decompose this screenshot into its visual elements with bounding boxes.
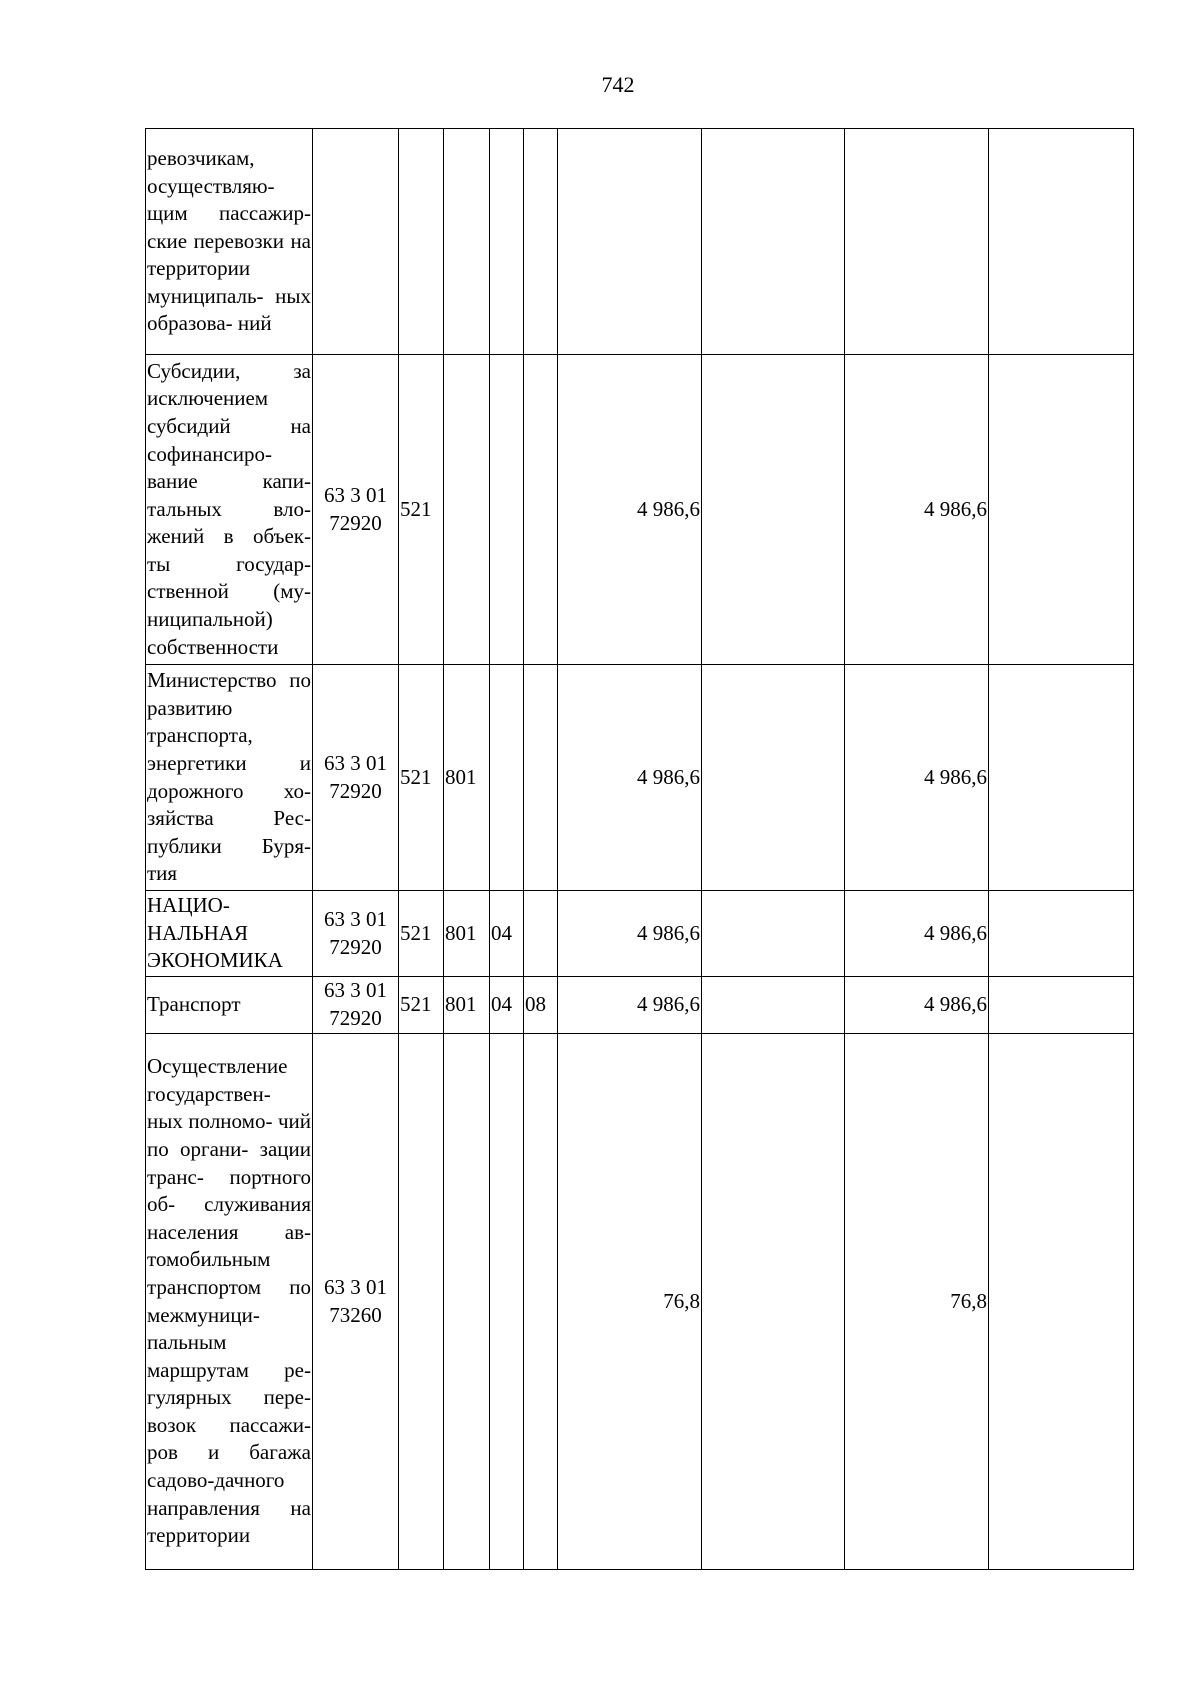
row-name: Министерство по развитию транспорта, энергетики и дорожного хо- зяйства Рес- публики Буря- тия <box>146 665 313 891</box>
rz-code: 801 <box>444 665 490 891</box>
row-name: ревозчикам, осуществляю- щим пассажир- ские перевозки на территории муниципаль- ных образова- ний <box>146 129 313 355</box>
pr-code: 04 <box>490 977 524 1034</box>
rz-code <box>444 1034 490 1570</box>
amount-2 <box>702 977 845 1034</box>
target-code <box>313 129 399 355</box>
table-row <box>146 977 1134 1034</box>
pr-code <box>490 129 524 355</box>
table-row <box>146 355 1134 665</box>
amount-3: 4 986,6 <box>845 355 989 665</box>
rz-code: 801 <box>444 891 490 977</box>
amount-3: 4 986,6 <box>845 891 989 977</box>
amount-4 <box>989 665 1134 891</box>
rz-code: 801 <box>444 977 490 1034</box>
table-row <box>146 1034 1134 1570</box>
amount-2 <box>702 891 845 977</box>
vr-code <box>524 891 558 977</box>
amount-3 <box>845 129 989 355</box>
amount-3: 4 986,6 <box>845 977 989 1034</box>
amount-2 <box>702 665 845 891</box>
amount-3: 4 986,6 <box>845 665 989 891</box>
rz-code <box>444 355 490 665</box>
amount-1: 4 986,6 <box>558 891 702 977</box>
table-row <box>146 129 1134 355</box>
target-code: 63 3 01 72920 <box>313 355 399 665</box>
pr-code <box>490 355 524 665</box>
ved-code: 521 <box>399 891 444 977</box>
budget-table <box>145 128 1134 1570</box>
amount-2 <box>702 1034 845 1570</box>
amount-1: 4 986,6 <box>558 977 702 1034</box>
ved-code <box>399 129 444 355</box>
rz-code <box>444 129 490 355</box>
vr-code: 08 <box>524 977 558 1034</box>
amount-1: 4 986,6 <box>558 665 702 891</box>
pr-code <box>490 665 524 891</box>
amount-4 <box>989 891 1134 977</box>
amount-2 <box>702 355 845 665</box>
table-row <box>146 891 1134 977</box>
ved-code: 521 <box>399 355 444 665</box>
target-code: 63 3 01 73260 <box>313 1034 399 1570</box>
amount-4 <box>989 977 1134 1034</box>
amount-4 <box>989 1034 1134 1570</box>
ved-code: 521 <box>399 977 444 1034</box>
vr-code <box>524 355 558 665</box>
row-name: НАЦИО- НАЛЬНАЯ ЭКОНОМИКА <box>146 891 313 977</box>
vr-code <box>524 129 558 355</box>
target-code: 63 3 01 72920 <box>313 977 399 1034</box>
amount-1: 4 986,6 <box>558 355 702 665</box>
vr-code <box>524 665 558 891</box>
ved-code <box>399 1034 444 1570</box>
amount-1: 76,8 <box>558 1034 702 1570</box>
row-name: Субсидии, за исключением субсидий на софинансиро- вание капи- тальных вло- жений в объек- ты государ- ственной (му- ниципальной) собственности <box>146 355 313 665</box>
pr-code <box>490 1034 524 1570</box>
pr-code: 04 <box>490 891 524 977</box>
amount-1 <box>558 129 702 355</box>
page-number: 742 <box>601 72 635 97</box>
target-code: 63 3 01 72920 <box>313 891 399 977</box>
amount-2 <box>702 129 845 355</box>
row-name: Осуществление государствен- ных полномо- чий по органи- зации транс- портного об- служивания населения ав- томобильным транспортом по межмуници- пальным маршрутам ре- гулярных пере- возок пассажи- ров и багажа садово-дачного направления на территории <box>146 1034 313 1570</box>
table-row <box>146 665 1134 891</box>
target-code: 63 3 01 72920 <box>313 665 399 891</box>
vr-code <box>524 1034 558 1570</box>
row-name: Транспорт <box>146 977 313 1034</box>
amount-3: 76,8 <box>845 1034 989 1570</box>
ved-code: 521 <box>399 665 444 891</box>
amount-4 <box>989 129 1134 355</box>
amount-4 <box>989 355 1134 665</box>
